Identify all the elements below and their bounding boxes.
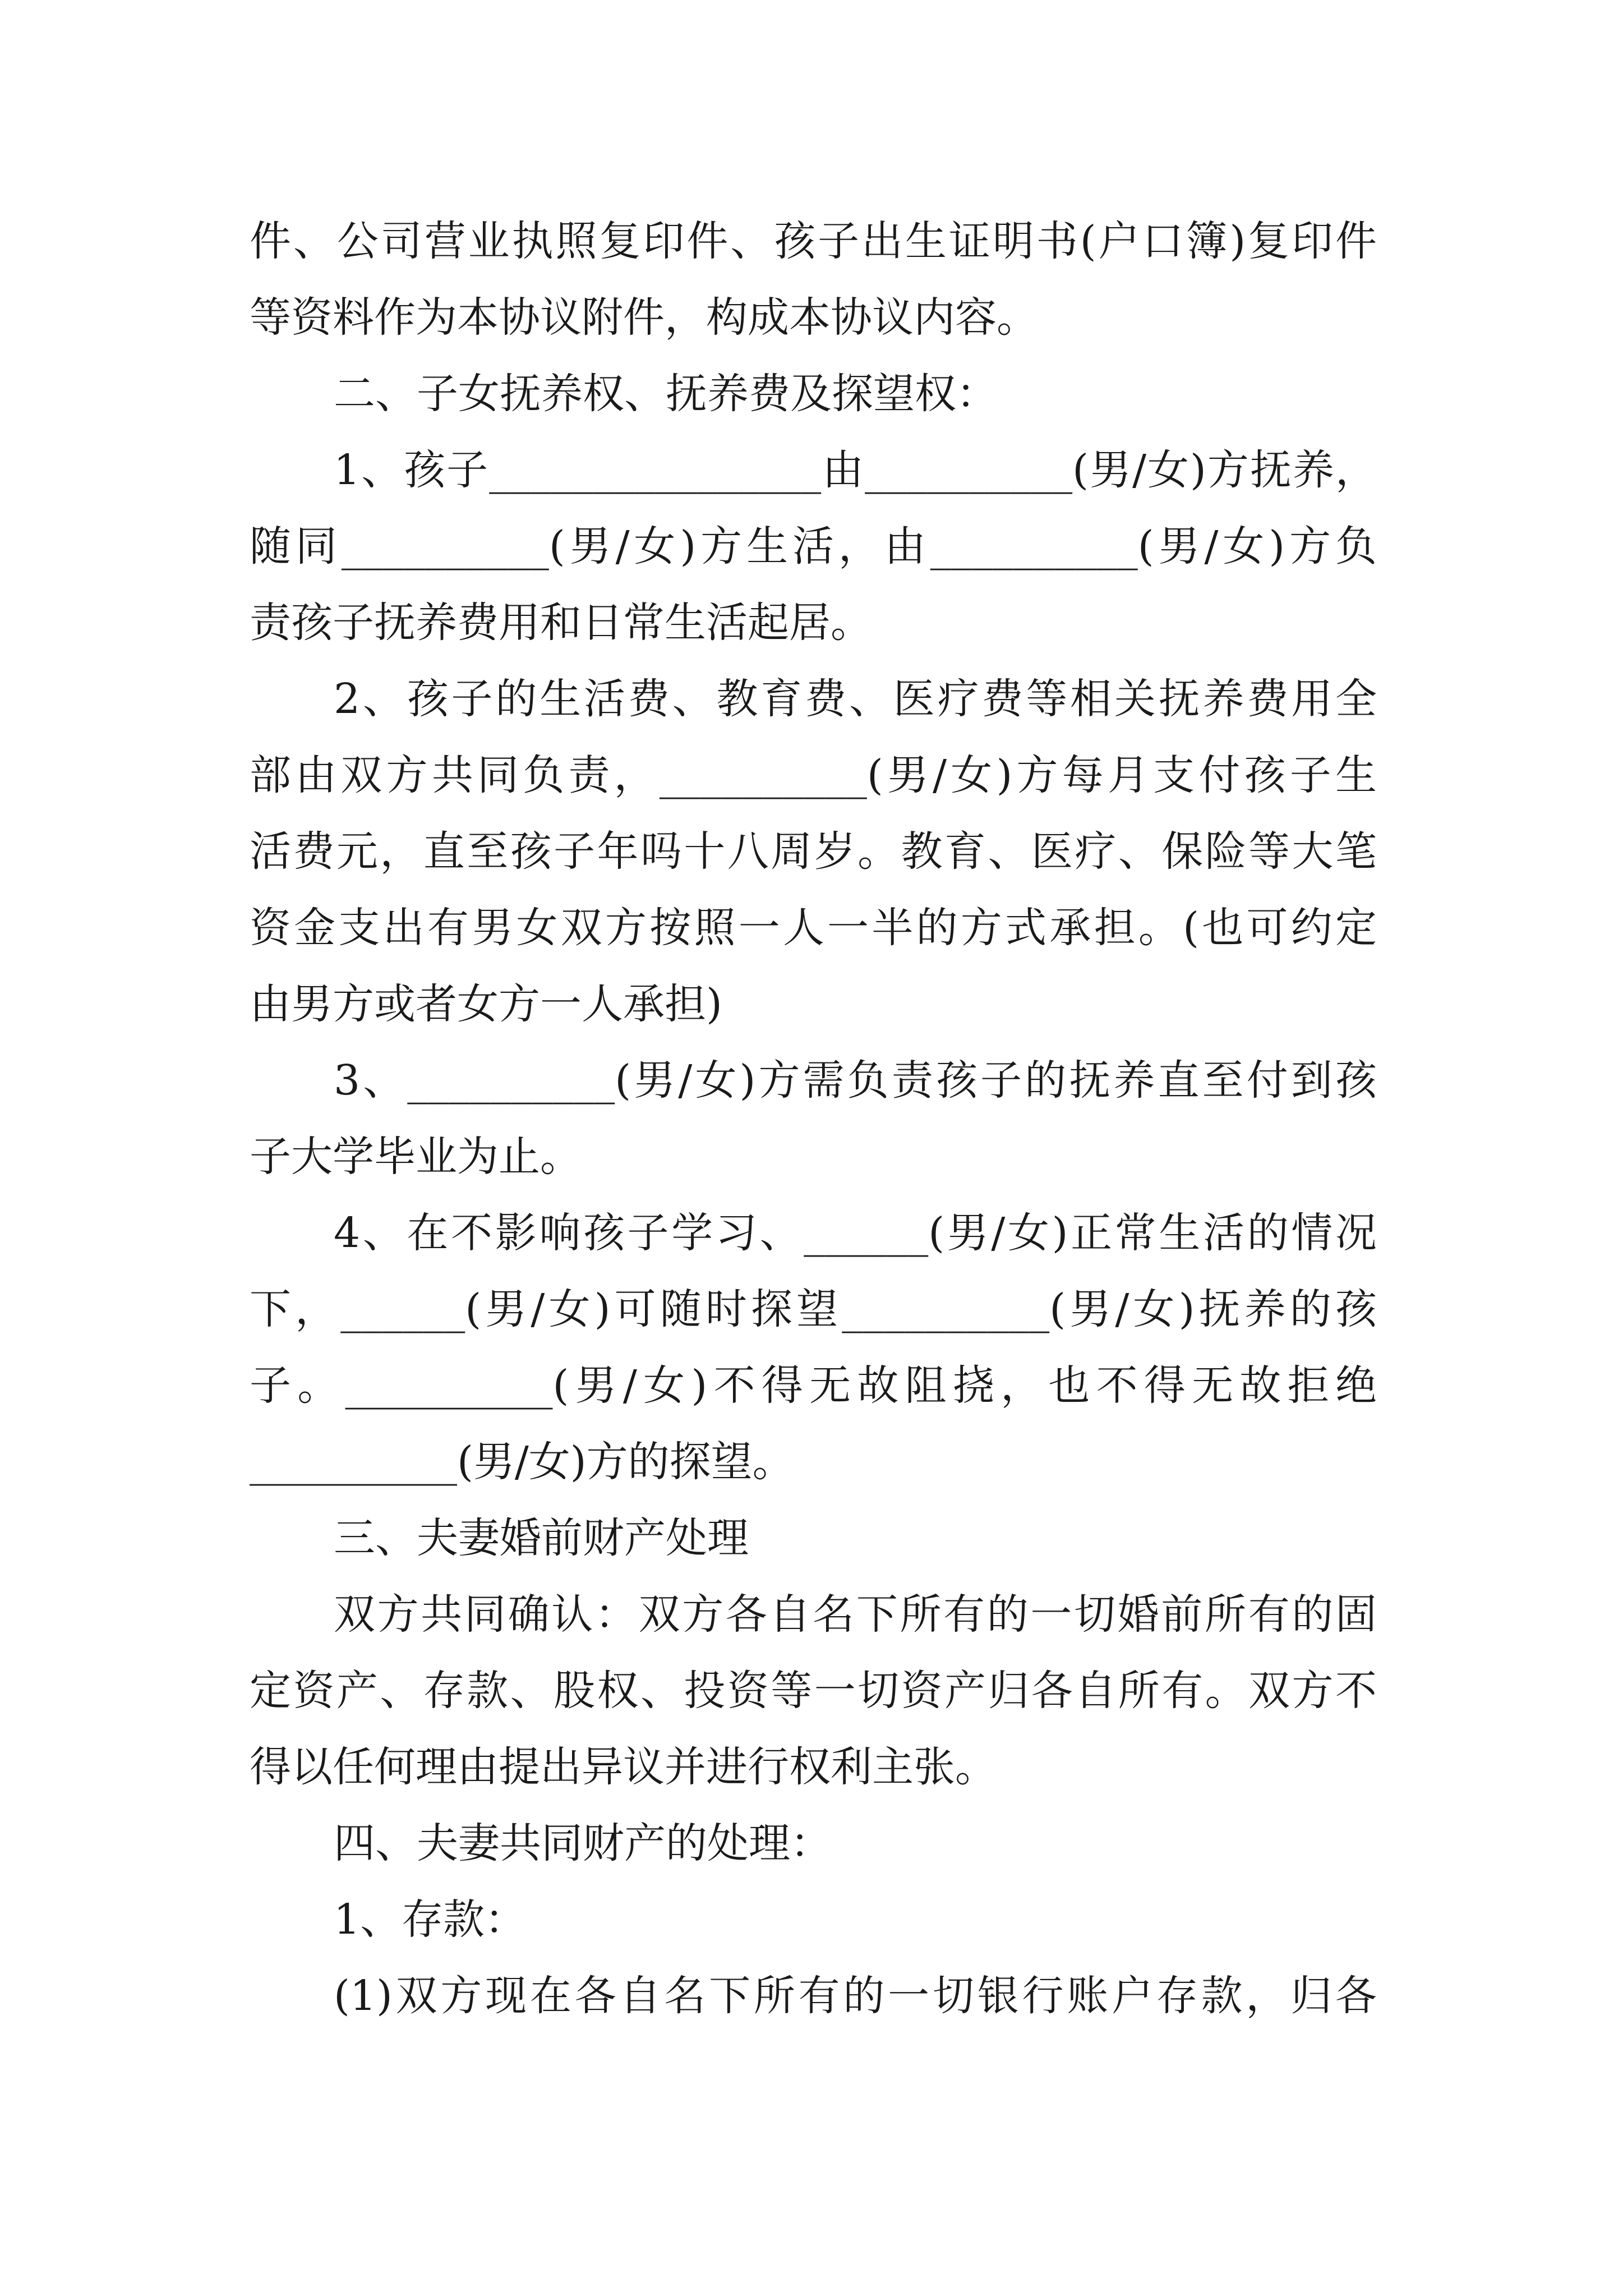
text-line: 随同__________(男/女)方生活，由__________(男/女)方负	[250, 522, 1377, 570]
text-line: 活费元，直至孩子年吗十八周岁。教育、医疗、保险等大笔	[250, 827, 1377, 876]
text-line: 1、存款：	[334, 1895, 527, 1944]
text-line: 双方共同确认：双方各自名下所有的一切婚前所有的固	[334, 1590, 1377, 1639]
text-line: 资金支出有男女双方按照一人一半的方式承担。(也可约定	[250, 904, 1377, 952]
text-line: __________(男/女)方的探望。	[250, 1438, 794, 1486]
text-line: 得以任何理由提出异议并进行权利主张。	[250, 1743, 997, 1791]
text-line: (1)双方现在各自名下所有的一切银行账户存款，归各	[334, 1972, 1377, 2020]
text-line: 子。__________(男/女)不得无故阻挠，也不得无故拒绝	[250, 1361, 1377, 1410]
text-line: 3、__________(男/女)方需负责孩子的抚养直至付到孩	[334, 1056, 1377, 1105]
section-heading: 四、夫妻共同财产的处理：	[334, 1819, 832, 1867]
text-line: 部由双方共同负责，__________(男/女)方每月支付孩子生	[250, 751, 1377, 799]
text-line: 由男方或者女方一人承担)	[250, 980, 722, 1028]
text-line: 定资产、存款、股权、投资等一切资产归各自所有。双方不	[250, 1667, 1377, 1715]
text-line: 子大学毕业为止。	[250, 1133, 582, 1181]
text-line: 2、孩子的生活费、教育费、医疗费等相关抚养费用全	[334, 675, 1377, 723]
section-heading: 三、夫妻婚前财产处理	[334, 1514, 749, 1562]
section-heading: 二、子女抚养权、抚养费及探望权：	[334, 370, 998, 418]
text-line: 件、公司营业执照复印件、孩子出生证明书(户口簿)复印件	[250, 217, 1377, 265]
text-line: 1、孩子________________由__________(男/女)方抚养，	[334, 446, 1377, 494]
text-line: 等资料作为本协议附件，构成本协议内容。	[250, 293, 1038, 342]
text-line: 4、在不影响孩子学习、______(男/女)正常生活的情况	[334, 1209, 1377, 1257]
text-line: 责孩子抚养费用和日常生活起居。	[250, 599, 872, 647]
text-line: 下，______(男/女)可随时探望__________(男/女)抚养的孩	[250, 1285, 1377, 1333]
